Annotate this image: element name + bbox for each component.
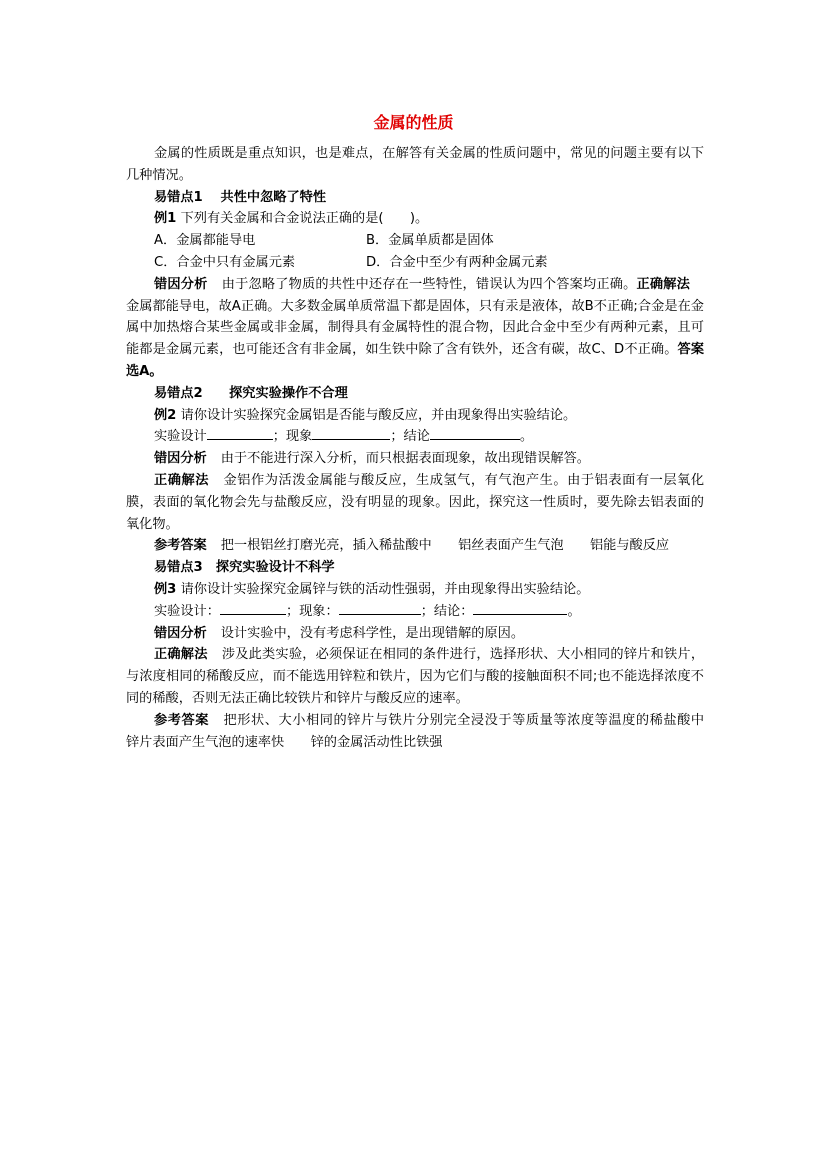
design-blank	[207, 426, 273, 440]
example2-label: 例2	[154, 407, 177, 423]
example1-label: 例1	[154, 211, 177, 227]
point2-reference	[126, 535, 704, 557]
point3-cause	[126, 623, 704, 645]
cause-label: 错因分析	[154, 276, 208, 292]
solution-label: 正确解法	[636, 276, 691, 292]
fill-phenomenon-label: ；现象：	[285, 603, 339, 619]
design-blank	[220, 601, 286, 615]
point2-solution-text: 金铝作为活泼金属能与酸反应，生成氢气，有气泡产生。由于铝表面有一层氧化膜，表面的氧化物会先与盐酸反应，没有明显的现象。因此，探究这一性质时，要先除去铝表面的氧化物。	[126, 472, 705, 532]
solution-label: 正确解法	[154, 472, 209, 488]
document-body	[126, 143, 718, 753]
point1-question	[126, 208, 704, 230]
point2-cause-text: 由于不能进行深入分析，而只根据表面现象，故出现错误解答。	[220, 451, 590, 467]
point3-cause-text: 设计实验中，没有考虑科学性，是出现错解的原因。	[220, 625, 525, 641]
point1-answer: 答案选A。	[126, 342, 705, 379]
answer-ref-label: 参考答案	[154, 712, 209, 728]
point2-question	[126, 405, 704, 427]
point3-fill-line	[126, 601, 704, 623]
point1-heading: 易错点1 共性中忽略了特性	[154, 189, 327, 205]
point2-heading: 易错点2 探究实验操作不合理	[154, 385, 348, 401]
point1-options-row-2	[126, 252, 704, 274]
conclusion-blank	[430, 426, 520, 440]
point3-heading: 易错点3 探究实验设计不科学	[154, 560, 335, 576]
point3-solution	[126, 644, 704, 709]
point1-cause-text: 由于忽略了物质的共性中还存在一些特性，错误认为四个答案均正确。	[221, 276, 637, 292]
point2-cause	[126, 448, 704, 470]
fill-design-label: 实验设计：	[154, 603, 220, 619]
point1-options-row-1	[126, 230, 704, 252]
point3-reference	[126, 710, 718, 754]
example1-question-text: 下列有关金属和合金说法正确的是( )。	[180, 211, 429, 227]
point2-reference-text: 把一根铝丝打磨光亮，插入稀盐酸中 铝丝表面产生气泡 铝能与酸反应	[220, 538, 670, 554]
answer-ref-label: 参考答案	[154, 538, 207, 554]
option-b: B．金属单质都是固体	[366, 233, 494, 249]
intro-paragraph: 金属的性质既是重点知识，也是难点，在解答有关金属的性质问题中，常见的问题主要有以下几种情况。	[126, 146, 704, 183]
point3-reference-text: 把形状、大小相同的锌片与铁片分别完全浸没于等质量等浓度等温度的稀盐酸中 锌片表面产生气泡的速率快 锌的金属活动性比铁强	[126, 712, 718, 750]
option-d: D．合金中至少有两种金属元素	[366, 254, 548, 270]
example3-question-text: 请你设计实验探究金属锌与铁的活动性强弱，并由现象得出实验结论。	[180, 581, 590, 597]
point1-solution-text: 金属都能导电，故A正确。大多数金属单质常温下都是固体，只有汞是液体，故B不正确;合金是在金属中加热熔合某些金属或非金属，制得具有金属特性的混合物，因此合金中至少有两种元素，且可能都是金属元素，也可能还含有非金属，如生铁中除了含有铁外，还含有碳，故C、D不正确。	[126, 298, 704, 358]
fill-end: 。	[519, 429, 534, 445]
phenomenon-blank	[339, 601, 421, 615]
point3-solution-text: 涉及此类实验，必须保证在相同的条件进行，选择形状、大小相同的锌片和铁片，与浓度相同的稀酸反应，而不能选用锌粒和铁片，因为它们与酸的接触面积不同;也不能选择浓度不同的稀酸，否则无法正确比较铁片和锌片与酸反应的速率。	[126, 647, 705, 706]
option-c: C．合金中只有金属元素	[154, 254, 296, 270]
option-a: A．金属都能导电	[154, 233, 256, 249]
example3-label: 例3	[154, 581, 177, 597]
cause-label: 错因分析	[154, 625, 207, 641]
cause-label: 错因分析	[154, 451, 207, 467]
conclusion-blank	[473, 601, 567, 615]
solution-label: 正确解法	[154, 647, 208, 663]
point3-question	[126, 579, 704, 601]
page-title: 金属的性质	[373, 113, 454, 132]
fill-end: 。	[567, 603, 581, 619]
point1-analysis	[126, 274, 704, 383]
fill-conclusion-label: ；结论	[390, 429, 430, 445]
point2-fill-line	[126, 426, 704, 448]
phenomenon-blank	[312, 426, 390, 440]
fill-conclusion-label: ；结论：	[420, 603, 474, 619]
example2-question-text: 请你设计实验探究金属铝是否能与酸反应，并由现象得出实验结论。	[180, 407, 577, 423]
point2-solution	[126, 470, 704, 535]
fill-design-label: 实验设计	[154, 429, 207, 445]
fill-phenomenon-label: ；现象	[272, 429, 313, 445]
